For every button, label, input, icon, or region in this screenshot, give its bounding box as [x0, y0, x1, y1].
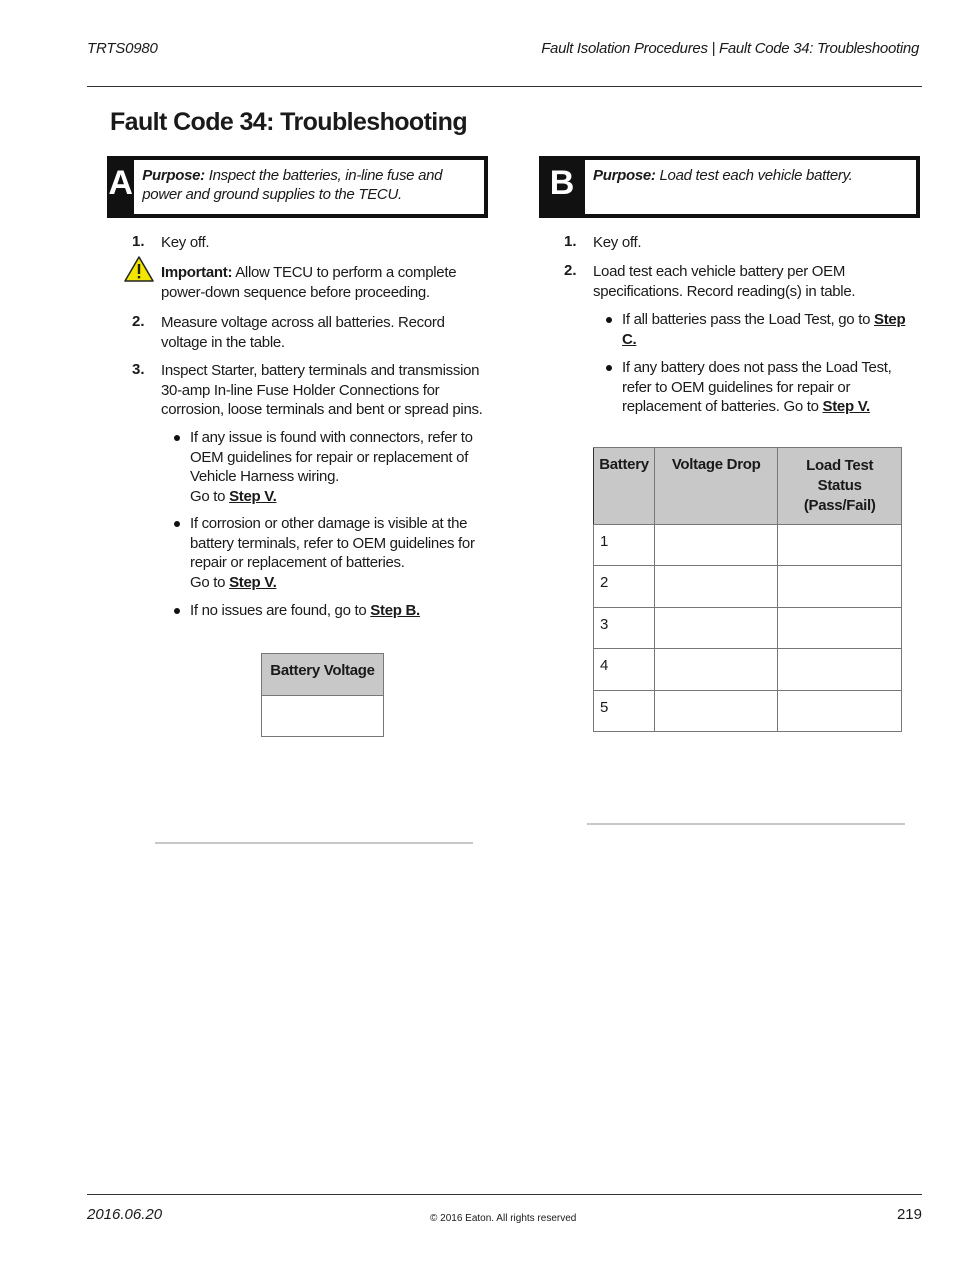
bullet-goto: Go to — [190, 487, 230, 505]
step-b-item-1-number: 1. — [564, 233, 577, 250]
step-b-purpose-box — [539, 156, 920, 218]
load-test-status-cell[interactable] — [778, 608, 902, 649]
step-b-link[interactable]: Step B. — [370, 602, 420, 619]
column-divider — [587, 823, 905, 825]
step-a-item-3-number: 3. — [132, 361, 145, 378]
footer-divider — [87, 1194, 922, 1195]
step-a-letter: A — [107, 156, 134, 218]
footer-date: 2016.06.20 — [87, 1206, 163, 1223]
bullet-text: If any battery does not pass the Load Test, refer to OEM guidelines for repair or replacement of batteries. Go to — [622, 359, 892, 415]
step-a-item-1-number: 1. — [132, 233, 145, 250]
voltage-drop-cell[interactable] — [654, 608, 777, 649]
step-b-item-2-text: Load test each vehicle battery per OEM specifications. Record reading(s) in table. — [593, 263, 856, 300]
warning-icon — [124, 256, 154, 282]
step-a-purpose-label: Purpose: — [142, 167, 205, 184]
step-b-letter: B — [539, 156, 585, 218]
load-test-status-cell[interactable] — [778, 566, 902, 608]
page-number: 219 — [896, 1206, 922, 1223]
step-a-purpose-box — [107, 156, 488, 218]
battery-number-cell: 4 — [594, 649, 655, 691]
step-a-purpose-text: Inspect the batteries, in-line fuse and power and ground supplies to the TECU. — [142, 167, 443, 203]
voltage-drop-cell[interactable] — [654, 691, 777, 732]
step-a-item-1-text: Key off. — [161, 234, 210, 251]
step-a-important-note — [161, 263, 481, 302]
step-v-link[interactable]: Step V. — [229, 573, 277, 591]
battery-number-cell: 5 — [594, 691, 655, 732]
step-a-bullet-1 — [190, 428, 490, 506]
page-title: Fault Code 34: Troubleshooting — [110, 108, 468, 136]
step-a-bullet-3 — [190, 601, 490, 621]
step-a-item-2-number: 2. — [132, 313, 145, 330]
bullet — [174, 521, 180, 527]
bullet-goto: Go to — [190, 573, 230, 591]
bullet-text: If corrosion or other damage is visible at the battery terminals, refer to OEM guidelines for repair or replacement of batteries. — [190, 515, 475, 571]
step-a-purpose — [134, 160, 484, 214]
step-b-purpose — [585, 160, 861, 214]
step-v-link[interactable]: Step V. — [822, 398, 870, 415]
battery-number-cell: 1 — [594, 525, 655, 566]
battery-number-cell: 2 — [594, 566, 655, 608]
battery-voltage-header: Battery Voltage — [262, 654, 384, 696]
battery-voltage-table — [261, 653, 384, 737]
important-text: Allow TECU to perform a complete power-down sequence before proceeding. — [161, 264, 457, 301]
step-b-item-2-number: 2. — [564, 262, 577, 279]
voltage-drop-cell[interactable] — [654, 525, 777, 566]
table-row — [594, 691, 902, 732]
battery-number-cell: 3 — [594, 608, 655, 649]
load-test-status-cell[interactable] — [778, 525, 902, 566]
bullet — [174, 608, 180, 614]
step-a-item-2-text: Measure voltage across all batteries. Record voltage in the table. — [161, 314, 445, 351]
table-row — [594, 649, 902, 691]
table-row — [594, 608, 902, 649]
step-b-item-1-text: Key off. — [593, 234, 642, 251]
table-row — [594, 525, 902, 566]
load-test-status-cell[interactable] — [778, 691, 902, 732]
important-label: Important: — [161, 264, 233, 281]
document-id: TRTS0980 — [87, 40, 158, 57]
load-test-status-column-header: Load Test Status (Pass/Fail) — [778, 448, 902, 525]
header-divider — [87, 86, 922, 87]
step-v-link[interactable]: Step V. — [229, 487, 277, 505]
bullet — [174, 435, 180, 441]
battery-voltage-cell[interactable] — [262, 696, 384, 737]
bullet-text: If any issue is found with connectors, refer to OEM guidelines for repair or replacement of Vehicle Harness wiring. — [190, 429, 473, 485]
table-row — [594, 566, 902, 608]
step-a-item-3-text: Inspect Starter, battery terminals and transmission 30-amp In-line Fuse Holder Connections for corrosion, loose terminals and bent or spread pins. — [161, 362, 483, 418]
voltage-drop-column-header: Voltage Drop — [654, 448, 777, 525]
bullet-text: If all batteries pass the Load Test, go to — [622, 311, 874, 328]
section-title: Fault Isolation Procedures | Fault Code 34: Troubleshooting — [541, 40, 919, 57]
voltage-drop-cell[interactable] — [654, 649, 777, 691]
bullet — [606, 317, 612, 323]
step-b-purpose-label: Purpose: — [593, 167, 656, 184]
load-test-table — [593, 447, 902, 732]
bullet — [606, 365, 612, 371]
step-b-bullet-1 — [622, 310, 912, 349]
battery-column-header: Battery — [594, 448, 655, 525]
step-b-purpose-text: Load test each vehicle battery. — [655, 167, 853, 184]
step-b-bullet-2 — [622, 358, 912, 417]
step-c-link[interactable]: Step C. — [622, 311, 906, 348]
bullet-text: If no issues are found, go to — [190, 602, 371, 619]
footer-copyright: © 2016 Eaton. All rights reserved — [430, 1213, 577, 1224]
step-a-bullet-2 — [190, 514, 490, 592]
load-test-status-cell[interactable] — [778, 649, 902, 691]
column-divider — [155, 842, 473, 844]
voltage-drop-cell[interactable] — [654, 566, 777, 608]
